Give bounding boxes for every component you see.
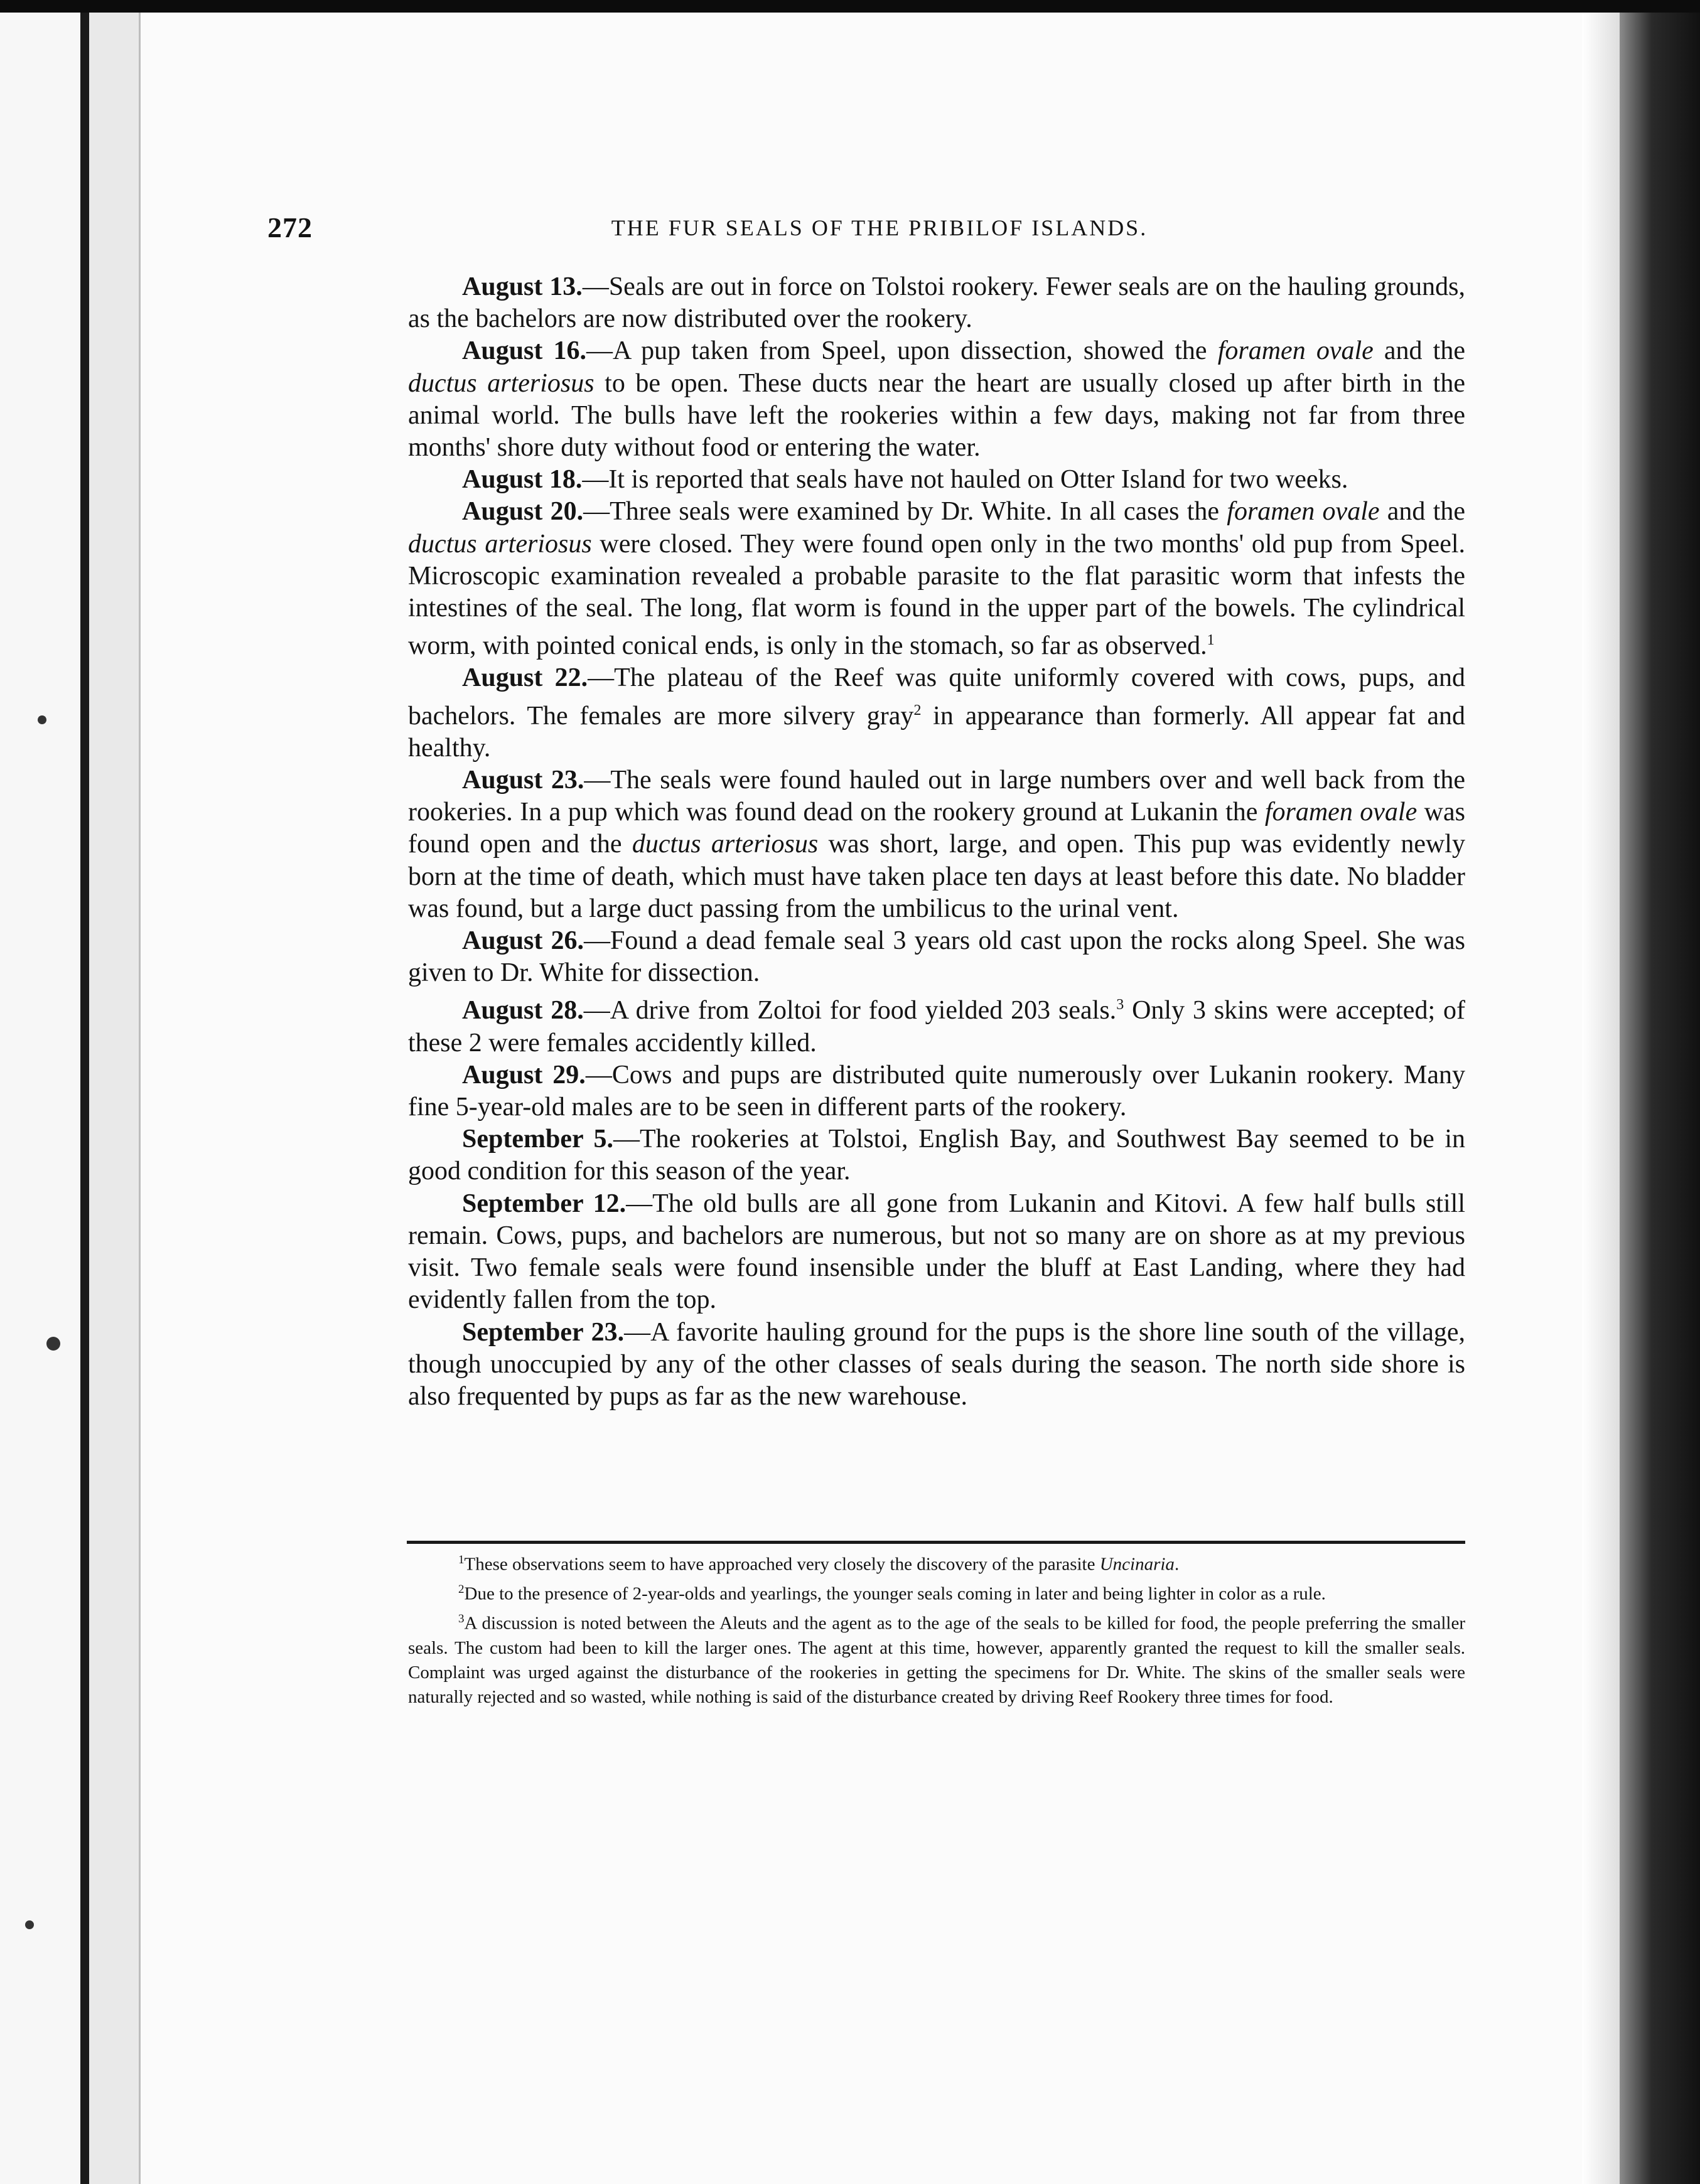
- footnote-ref: 2: [913, 702, 922, 719]
- entry-text: —The plateau of the Reef was quite uniformly covered with cows, pups, and bachelors. The females are more silvery gray: [408, 663, 1465, 731]
- entry-paragraph: [408, 1059, 1465, 1123]
- scan-speck: [25, 1920, 34, 1929]
- running-title: THE FUR SEALS OF THE PRIBILOF ISLANDS.: [611, 215, 1148, 240]
- entry-text: and the: [1379, 497, 1466, 527]
- latin-term: ductus arteriosus: [408, 368, 594, 398]
- latin-term: foramen ovale: [1217, 336, 1374, 366]
- entry-paragraph: [408, 1188, 1465, 1317]
- scan-binding-edge: [80, 0, 89, 2184]
- page-number: 272: [267, 211, 313, 244]
- footnote: [408, 1577, 1465, 1607]
- footnote-mark: 2: [458, 1582, 465, 1596]
- entry-text: were closed. They were found open only in the two months' old pup from Speel. Microscopic examination revealed a probable parasite to the flat parasitic worm that infests the intestines of the seal. The long, flat worm is found in the upper part of the bowels. The cylindrical worm, with pointed conical ends, is only in the stomach, so far as observed.: [408, 529, 1466, 661]
- entry-paragraph: [408, 764, 1465, 925]
- entry-text: —The rookeries at Tolstoi, English Bay, and Southwest Bay seemed to be in good condition for this season of the year.: [408, 1125, 1465, 1186]
- entry-paragraph: [408, 335, 1465, 464]
- entry-text: in appearance than formerly. All appear fat and healthy.: [408, 701, 1465, 763]
- entry-date: August 16.: [462, 336, 587, 366]
- scan-right-edge: [1620, 13, 1700, 2184]
- entry-text: —Found a dead female seal 3 years old cast upon the rocks along Speel. She was given to Dr. White for dissection.: [408, 926, 1465, 988]
- body-text: [408, 271, 1465, 1413]
- entry-date: August 23.: [462, 766, 584, 795]
- entry-text: —It is reported that seals have not hauled on Otter Island for two weeks.: [582, 465, 1348, 495]
- entry-text: —A favorite hauling ground for the pups is the shore line south of the village, though unoccupied by any of the other classes of seals during the season. The north side shore is also frequented by pups as far as the new warehouse.: [408, 1317, 1466, 1411]
- entry-text: —Three seals were examined by Dr. White. In all cases the: [583, 497, 1227, 527]
- footnote-text: These observations seem to have approached very closely the discovery of the parasite: [464, 1554, 1100, 1575]
- entry-text: and the: [1373, 336, 1465, 366]
- scan-left-margin: [0, 0, 83, 2184]
- footnote: [408, 1548, 1465, 1577]
- entry-date: September 12.: [462, 1189, 627, 1218]
- entry-paragraph: [408, 496, 1465, 662]
- entry-date: September 5.: [462, 1125, 613, 1154]
- entry-text: —The old bulls are all gone from Lukanin and Kitovi. A few half bulls still remain. Cows, pups, and bachelors are numerous, but not so many are on shore as at my previous visit. Two female seals were found insensible under the bluff at East Landing, where they had evidently fallen from the top.: [408, 1189, 1466, 1315]
- latin-term: Uncinaria: [1099, 1554, 1175, 1575]
- footnote-mark: 1: [458, 1553, 465, 1566]
- entry-text: to be open. These ducts near the heart are usually closed up after birth in the animal world. The bulls have left the rookeries within a few days, making not far from three months' shore duty without food or entering the water.: [408, 368, 1465, 463]
- scan-speck: [38, 715, 46, 724]
- latin-term: ductus arteriosus: [632, 830, 819, 859]
- entry-date: August 28.: [462, 996, 584, 1025]
- entry-date: September 23.: [462, 1317, 625, 1347]
- footnote-text: Due to the presence of 2-year-olds and yearlings, the younger seals coming in later and being lighter in color as a rule.: [464, 1583, 1326, 1604]
- entry-paragraph: [408, 662, 1465, 764]
- entry-date: August 26.: [462, 926, 584, 956]
- entry-paragraph: [408, 1123, 1465, 1187]
- footnote-ref: 1: [1207, 632, 1215, 649]
- entry-text: Only 3 skins were accepted; of these 2 were females accidently killed.: [408, 996, 1465, 1057]
- latin-term: ductus arteriosus: [408, 529, 592, 559]
- entry-text: —Cows and pups are distributed quite numerously over Lukanin rookery. Many fine 5-year-old males are to be seen in different parts of the rookery.: [408, 1060, 1465, 1122]
- footnote-rule: [407, 1541, 1465, 1544]
- footnote-text: .: [1174, 1554, 1180, 1575]
- entry-paragraph: [408, 925, 1465, 989]
- footnote-text: A discussion is noted between the Aleuts and the agent as to the age of the seals to be killed for food, the people preferring the smaller seals. The custom had been to kill the larger ones. The agent at this time, however, apparently granted the request to kill the smaller seals. Complaint was urged against the disturbance of the rookeries in getting the specimens for Dr. White. The skins of the smaller seals were naturally rejected and so wasted, while nothing is said of the disturbance created by driving Reef Rookery three times for food.: [408, 1613, 1465, 1707]
- page-header: [267, 211, 1466, 249]
- entry-paragraph: [408, 1317, 1465, 1413]
- entry-text: —Seals are out in force on Tolstoi rookery. Fewer seals are on the hauling grounds, as the bachelors are now distributed over the rookery.: [408, 272, 1465, 334]
- footnote-mark: 3: [458, 1612, 465, 1625]
- latin-term: foramen ovale: [1227, 497, 1380, 527]
- latin-term: foramen ovale: [1264, 798, 1418, 827]
- entry-date: August 29.: [462, 1060, 586, 1089]
- entry-text: was found open and the: [408, 798, 1465, 859]
- page-curl-shadow: [1582, 13, 1620, 2184]
- entry-date: August 13.: [462, 272, 583, 301]
- entry-text: —A pup taken from Speel, upon dissection, showed the: [586, 336, 1218, 366]
- entry-text: —The seals were found hauled out in large numbers over and well back from the rookeries. In a pup which was found dead on the rookery ground at Lukanin the: [408, 766, 1465, 827]
- entry-text: was short, large, and open. This pup was evidently newly born at the time of death, which must have taken place ten days at least before this date. No bladder was found, but a large duct passing from the umbilicus to the urinal vent.: [408, 830, 1465, 923]
- footnote: [408, 1607, 1465, 1710]
- entry-date: August 20.: [462, 497, 584, 527]
- entry-date: August 18.: [462, 465, 583, 495]
- entry-date: August 22.: [462, 663, 588, 693]
- entry-text: —A drive from Zoltoi for food yielded 203 seals.: [583, 996, 1117, 1025]
- entry-paragraph: [408, 989, 1465, 1059]
- footnotes: [408, 1548, 1465, 1710]
- footnote-ref: 3: [1116, 997, 1124, 1014]
- scan-top-edge: [0, 0, 1700, 13]
- entry-paragraph: [408, 464, 1465, 496]
- scan-speck: [46, 1337, 60, 1351]
- scan-gutter: [89, 0, 141, 2184]
- entry-paragraph: [408, 271, 1465, 335]
